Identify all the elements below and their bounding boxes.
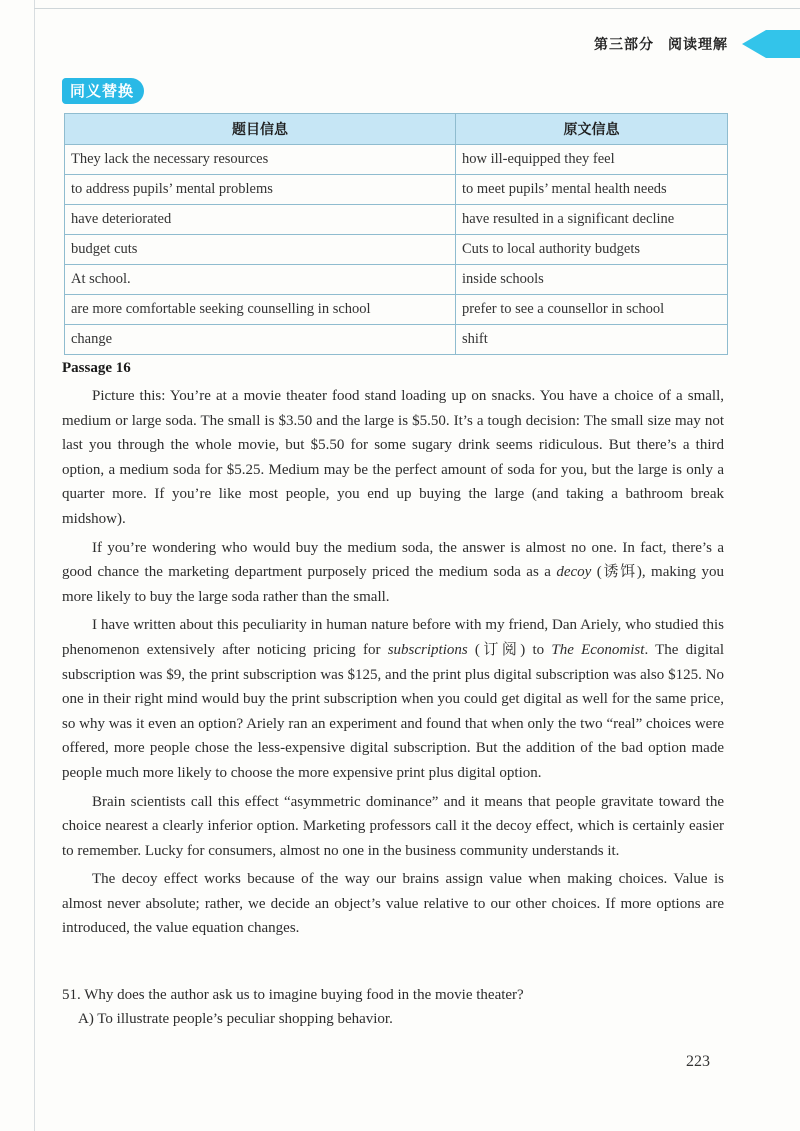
question-51: 51. Why does the author ask us to imagine buying food in the movie theater? bbox=[62, 987, 524, 1003]
table-row bbox=[65, 145, 728, 175]
paragraph-3-text-end: . The digital subscription was $9, the print subscription was $125, and the print plus digital subscription was also $125. No one in their right mind would buy the print subscription when you could get digital as well for the same price, so why was it even an option? Ariely ran an experiment and found that when only the two “real” choices were offered, more people chose the less-expensive digital subscription. But the addition of the bad option made people much more likely to choose the more expensive print plus digital option. bbox=[62, 641, 724, 781]
table-row bbox=[65, 205, 728, 235]
table-row bbox=[65, 235, 728, 265]
table-row bbox=[65, 295, 728, 325]
table-cell: inside schools bbox=[456, 265, 728, 295]
table-row bbox=[65, 175, 728, 205]
paragraph-2-text-end: (诱饵), making you more likely to buy the large soda rather than the small. bbox=[62, 564, 724, 605]
running-header bbox=[594, 34, 728, 54]
paragraph-3-text-mid: (订阅) to bbox=[467, 641, 552, 658]
table-cell: to meet pupils’ mental health needs bbox=[456, 175, 728, 205]
table-cell: budget cuts bbox=[65, 235, 456, 265]
table-header-row bbox=[65, 114, 728, 145]
table-cell: They lack the necessary resources bbox=[65, 145, 456, 175]
header-section: 阅读理解 bbox=[668, 37, 728, 53]
passage-body bbox=[62, 384, 724, 941]
table-cell: prefer to see a counsellor in school bbox=[456, 295, 728, 325]
table-cell: At school. bbox=[65, 265, 456, 295]
paragraph-2 bbox=[62, 536, 724, 610]
table-cell: shift bbox=[456, 325, 728, 355]
paragraph-5: The decoy effect works because of the way our brains assign value when making choices. Value is almost never absolute; rather, we decide an object’s value relative to our other choices. If more options are introduced, the value equation changes. bbox=[62, 871, 724, 937]
left-margin-rule bbox=[34, 0, 35, 1131]
term-the-economist: The Economist bbox=[551, 641, 645, 658]
paragraph-4: Brain scientists call this effect “asymmetric dominance” and it means that people gravitate toward the choice nearest a clearly inferior option. Marketing professors call it the decoy effect, which is certainly easier to remember. Lucky for consumers, almost no one in the business community understands it. bbox=[62, 793, 724, 859]
table-cell: change bbox=[65, 325, 456, 355]
col-header-question-info: 题目信息 bbox=[65, 114, 456, 145]
term-decoy: decoy bbox=[556, 564, 592, 581]
header-part: 第三部分 bbox=[594, 37, 654, 53]
table-cell: how ill-equipped they feel bbox=[456, 145, 728, 175]
paragraph-3-text: I have written about this peculiarity in human nature before with my friend, Dan Ariely, who studied this phenomenon extensively after noticing pricing for bbox=[62, 617, 724, 658]
table-row bbox=[65, 325, 728, 355]
passage-title: Passage 16 bbox=[62, 360, 131, 376]
header-arrow-icon bbox=[742, 30, 766, 58]
question-51-option-a: A) To illustrate people’s peculiar shopping behavior. bbox=[78, 1011, 393, 1027]
table-cell: have deteriorated bbox=[65, 205, 456, 235]
synonym-table bbox=[64, 113, 728, 355]
header-rule bbox=[34, 8, 800, 9]
table-cell: Cuts to local authority budgets bbox=[456, 235, 728, 265]
col-header-original-info: 原文信息 bbox=[456, 114, 728, 145]
table-row bbox=[65, 265, 728, 295]
synonym-badge: 同义替换 bbox=[62, 78, 144, 104]
page-number: 223 bbox=[686, 1053, 710, 1070]
paragraph-1: Picture this: You’re at a movie theater food stand loading up on snacks. You have a choice of a small, medium or large soda. The small is $3.50 and the large is $5.50. It’s a tough decision: The small size may not last you through the whole movie, but $5.50 for some sugary drink seems ridiculous. But there’s a third option, a medium soda for $5.25. Medium may be the perfect amount of soda for you, but the large is only a quarter more. If you’re like most people, you end up buying the large (and taking a bathroom break midshow). bbox=[62, 388, 724, 527]
header-tab bbox=[766, 30, 800, 58]
table-cell: have resulted in a significant decline bbox=[456, 205, 728, 235]
paragraph-2-text: If you’re wondering who would buy the medium soda, the answer is almost no one. In fact, there’s a good chance the marketing department purposely priced the medium soda as a bbox=[62, 539, 724, 581]
paragraph-3 bbox=[62, 613, 724, 785]
table-cell: to address pupils’ mental problems bbox=[65, 175, 456, 205]
table-cell: are more comfortable seeking counselling in school bbox=[65, 295, 456, 325]
term-subscriptions: subscriptions bbox=[387, 641, 468, 658]
